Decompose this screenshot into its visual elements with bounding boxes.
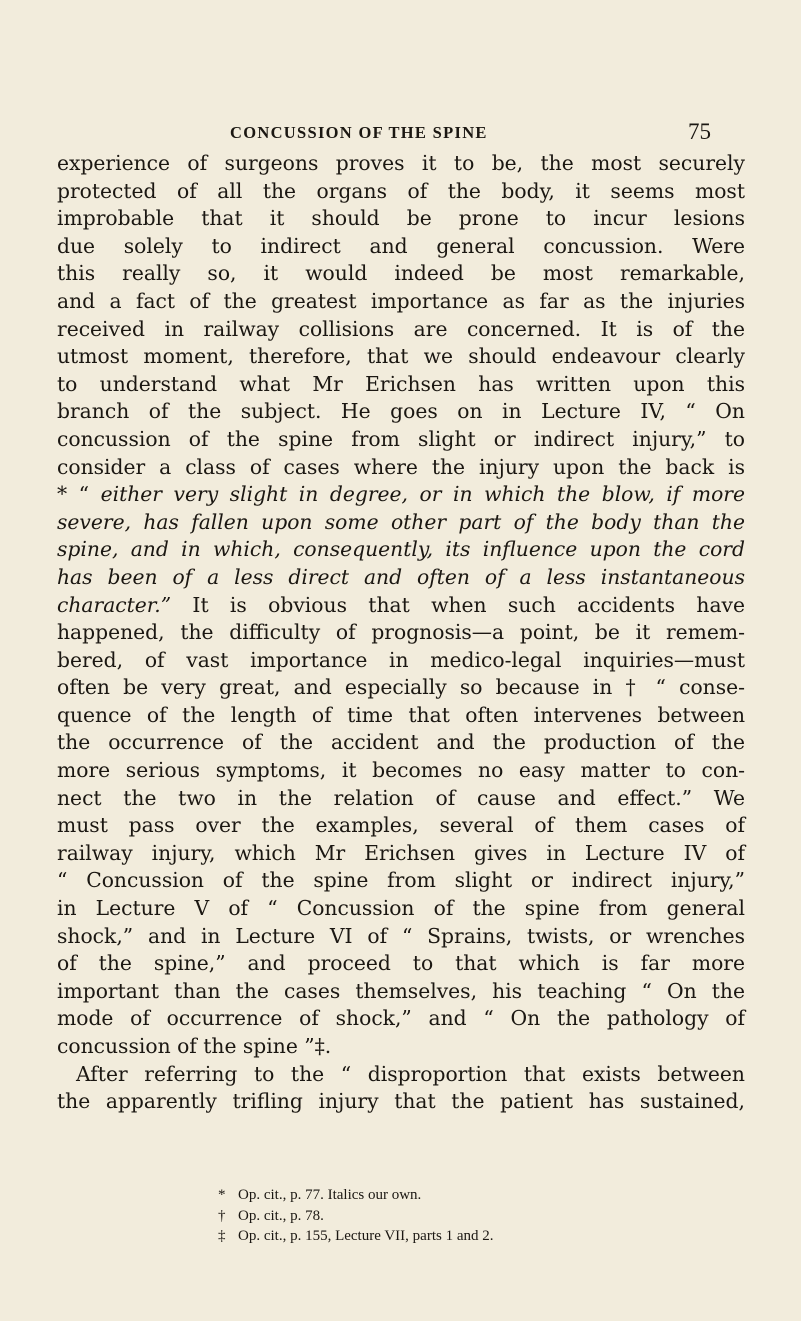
text-line: often be very great, and especially so because in † “ conse- (57, 675, 745, 700)
footnote-text: Op. cit., p. 155, Lecture VII, parts 1 and 2. (238, 1228, 494, 1244)
text-line: shock,” and in Lecture VI of “ Sprains, twists, or wrenches (57, 923, 745, 948)
text-line: utmost moment, therefore, that we should endeavour clearly (57, 344, 745, 369)
text-line: protected of all the organs of the body, it seems most (57, 178, 745, 203)
text-line: concussion of the spine from slight or indirect injury,” to (57, 426, 745, 451)
text-line: bered, of vast importance in medico-legal inquiries—must (57, 647, 745, 672)
footnote-mark: † (218, 1207, 226, 1224)
text-line: and a fact of the greatest importance as far as the injuries (57, 288, 745, 313)
text-line: happened, the difficulty of prognosis—a point, be it remem- (57, 620, 745, 645)
footnote-ref-star: * “ (57, 482, 101, 507)
running-title: CONCUSSION OF THE SPINE (230, 123, 488, 142)
text-line: more serious symptoms, it becomes no easy matter to con- (57, 758, 745, 783)
quote-line: character.” It is obvious that when such accidents have (57, 592, 745, 617)
footnote-text: Op. cit., p. 77. Italics our own. (238, 1187, 422, 1203)
footnote-mark: ‡ (218, 1228, 226, 1244)
paragraph-start-line: After referring to the “ disproportion that exists between (76, 1061, 745, 1086)
page-number: 75 (688, 119, 711, 144)
footnote-mark: * (218, 1187, 226, 1203)
text-line: received in railway collisions are concerned. It is of the (57, 316, 745, 341)
text-line: the occurrence of the accident and the production of the (57, 730, 745, 755)
quote-text: either very slight in degree, or in which the blow, if more (100, 482, 745, 507)
text-line: to understand what Mr Erichsen has written upon this (57, 371, 745, 396)
running-head (0, 119, 801, 149)
text-line: mode of occurrence of shock,” and “ On the pathology of (57, 1006, 745, 1031)
text-line: nect the two in the relation of cause and effect.” We (57, 785, 745, 810)
text-line: quence of the length of time that often intervenes between (57, 702, 745, 727)
footnote (218, 1206, 698, 1227)
quote-line (57, 481, 745, 509)
text-line: “ Concussion of the spine from slight or indirect injury,” (57, 868, 745, 893)
text-line: in Lecture V of “ Concussion of the spine from general (57, 896, 745, 921)
text-line: important than the cases themselves, his teaching “ On the (57, 978, 745, 1003)
body-text (57, 150, 745, 1116)
footnote (218, 1185, 698, 1206)
text-line: must pass over the examples, several of them cases of (57, 813, 745, 838)
text-line: this really so, it would indeed be most remarkable, (57, 261, 745, 286)
text-line: the apparently trifling injury that the patient has sustained, (57, 1089, 745, 1114)
text-line: railway injury, which Mr Erichsen gives in Lecture IV of (57, 840, 745, 865)
text-line: consider a class of cases where the injury upon the back is (57, 454, 745, 479)
footnote-text: Op. cit., p. 78. (238, 1207, 324, 1224)
paragraph-end-line: concussion of the spine ”‡. (57, 1034, 332, 1058)
footnote (218, 1226, 698, 1247)
quote-line: severe, has fallen upon some other part of the body than the (57, 509, 745, 534)
text-line: improbable that it should be prone to incur lesions (57, 206, 745, 231)
text-line: branch of the subject. He goes on in Lecture IV, “ On (57, 399, 745, 424)
text-line: of the spine,” and proceed to that which is far more (57, 951, 745, 976)
quote-line: has been of a less direct and often of a less instantaneous (57, 564, 745, 589)
text-line: due solely to indirect and general concussion. Were (57, 233, 745, 258)
footnotes (218, 1185, 698, 1247)
quote-line: spine, and in which, consequently, its influence upon the cord (57, 537, 745, 562)
text-line: experience of surgeons proves it to be, the most securely (57, 151, 745, 175)
